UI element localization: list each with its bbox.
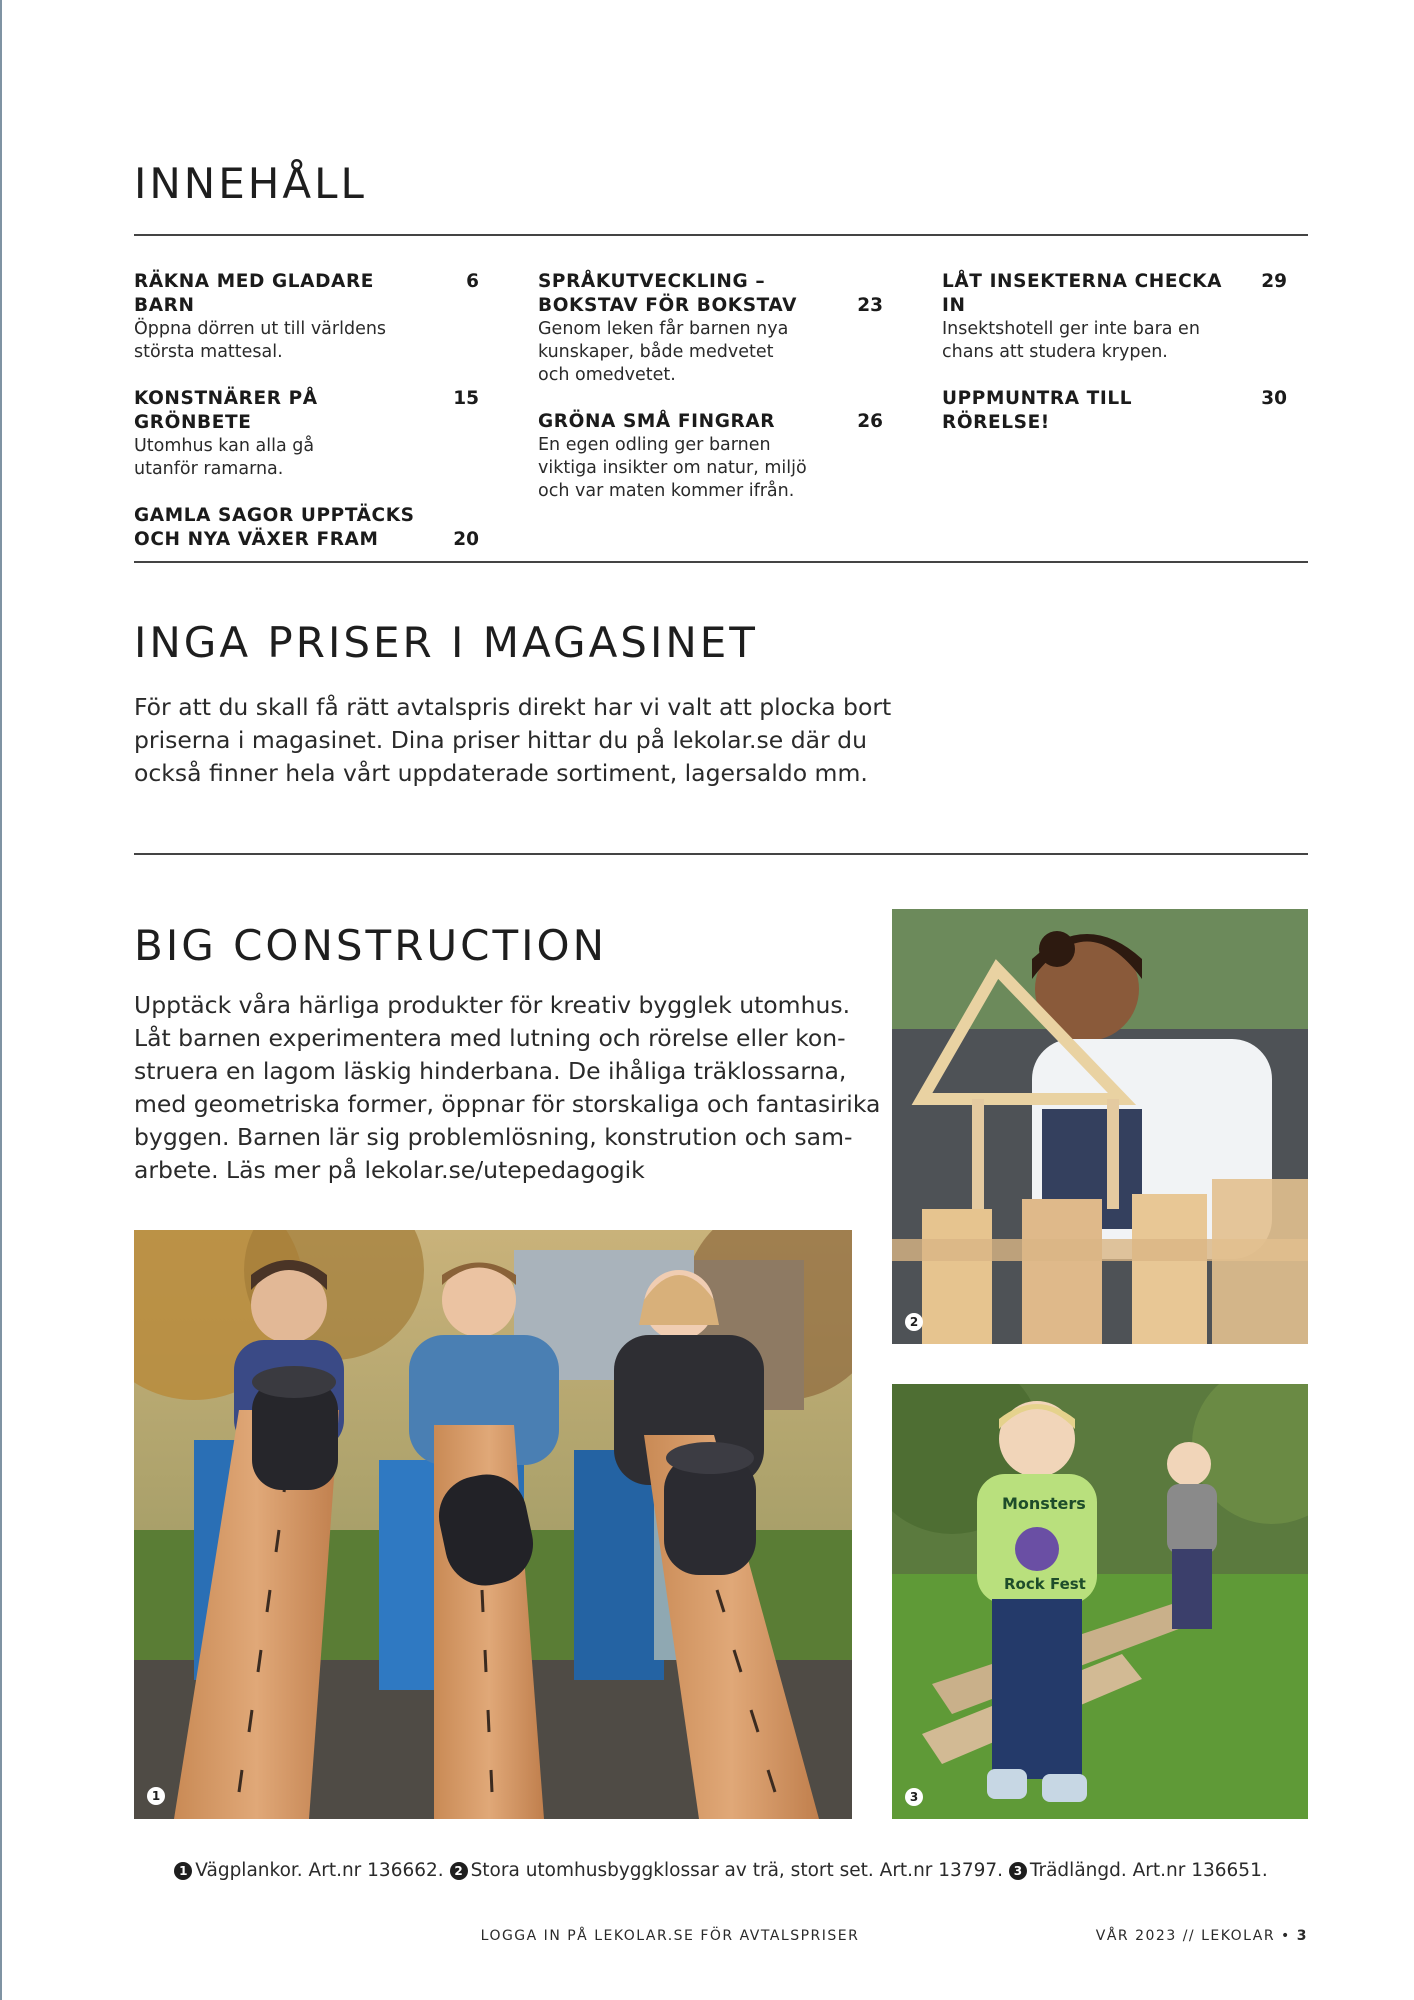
contents-heading: INNEHÅLL [134,159,367,208]
toc-page-number: 6 [466,271,479,292]
toc-page-number: 20 [453,529,479,550]
photo-building-blocks-illustration [892,909,1308,1344]
toc-title: SPRÅKUTVECKLING – BOKSTAV FÖR BOKSTAV [538,271,797,316]
toc-description: Utomhus kan alla gå utanför ramarna. [134,436,315,479]
photo-number-badge: 1 [147,1787,165,1805]
toc-title: KONSTNÄRER PÅ GRÖNBETE [134,388,318,433]
caption-item [174,1860,443,1881]
toc-page-number: 26 [857,411,883,432]
photo-tree-length-illustration [892,1384,1308,1819]
prices-bottom-rule [134,853,1308,855]
toc-entry[interactable] [134,504,479,552]
toc-entry[interactable] [134,387,479,481]
toc-page-number: 23 [857,295,883,316]
toc-page-number: 15 [453,388,479,409]
caption-item [450,1860,1003,1881]
shirt-text-bottom: Rock Fest [1004,1575,1086,1593]
footer-issue-label: VÅR 2023 // LEKOLAR • [1095,1928,1291,1944]
toc-description: Insektshotell ger inte bara en chans att studera krypen. [942,319,1200,362]
toc-column-2 [538,270,883,526]
caption-item [1009,1860,1268,1881]
big-construction-body: Upptäck våra härliga produkter för kreativ bygglek utomhus. Låt barnen experimentera med lutning och rörelse eller kon- struera en lagom läskig hinderbana. De ihåliga träklossarna, med geometriska former, öppnar för storskaliga och fantasirika byggen. Barnen lär sig problemlösning, konstrution och sam- arbete. Läs mer på lekolar.se/utepedagogik [134,991,881,1184]
toc-column-1 [134,270,479,575]
toc-description: Öppna dörren ut till världens största mattesal. [134,319,387,362]
photo-road-planks-illustration [134,1230,852,1819]
toc-column-3 [942,270,1287,458]
toc-title: GAMLA SAGOR UPPTÄCKS OCH NYA VÄXER FRAM [134,505,415,550]
photo-number-badge: 3 [905,1788,923,1806]
page-number: 3 [1296,1928,1308,1944]
toc-entry[interactable] [942,270,1287,364]
photo-building-blocks [892,909,1308,1344]
toc-title: RÄKNA MED GLADARE BARN [134,271,375,316]
caption-number: 1 [174,1862,192,1880]
page-edge [0,0,2,2000]
caption-text: Stora utomhusbyggklossar av trä, stort set. Art.nr 13797. [470,1860,1004,1881]
big-construction-heading: BIG CONSTRUCTION [134,921,607,970]
photo-caption [134,1859,1308,1883]
caption-text: Trädlängd. Art.nr 136651. [1029,1860,1268,1881]
shirt-text-top: Monsters [1002,1494,1086,1513]
caption-text: Vägplankor. Art.nr 136662. [195,1860,444,1881]
toc-entry[interactable] [538,410,883,503]
toc-page-number: 29 [1261,271,1287,292]
photo-tree-length [892,1384,1308,1819]
caption-number: 3 [1009,1862,1027,1880]
contents-bottom-rule [134,561,1308,563]
toc-title: GRÖNA SMÅ FINGRAR [538,411,776,432]
toc-entry[interactable] [942,387,1287,435]
footer-issue [1096,1928,1308,1944]
prices-body: För att du skall få rätt avtalspris direkt har vi valt att plocka bort priserna i magasinet. Dina priser hittar du på lekolar.se där du också finner hela vårt uppdaterade sortiment, lagersaldo mm. [134,693,892,787]
toc-entry[interactable] [538,270,883,387]
toc-title: UPPMUNTRA TILL RÖRELSE! [942,388,1133,433]
toc-title: LÅT INSEKTERNA CHECKA IN [942,271,1223,316]
caption-number: 2 [450,1862,468,1880]
toc-page-number: 30 [1261,388,1287,409]
contents-top-rule [134,234,1308,236]
toc-description: Genom leken får barnen nya kunskaper, både medvetet och omedvetet. [538,319,789,385]
toc-entry[interactable] [134,270,479,364]
photo-number-badge: 2 [905,1313,923,1331]
photo-road-planks [134,1230,852,1819]
prices-heading: INGA PRISER I MAGASINET [134,618,758,667]
footer-login-note: LOGGA IN PÅ LEKOLAR.SE FÖR AVTALSPRISER [480,1928,860,1944]
toc-description: En egen odling ger barnen viktiga insikter om natur, miljö och var maten kommer ifrån. [538,435,807,501]
